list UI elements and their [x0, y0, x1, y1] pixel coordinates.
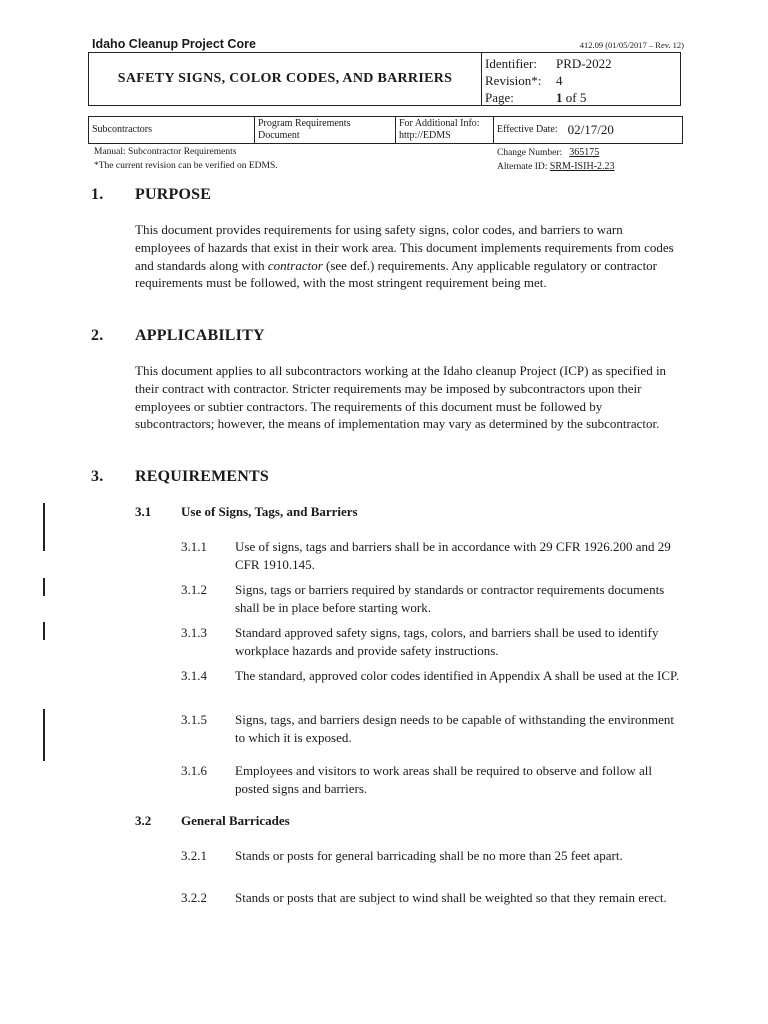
- change-bar: [43, 709, 45, 761]
- page-of: of 5: [565, 90, 587, 105]
- item-text: Stands or posts for general barricading shall be no more than 25 feet apart.: [235, 848, 623, 863]
- item-text: Use of signs, tags and barriers shall be in accordance with 29 CFR 1926.200 and 29 CFR 1910.145.: [235, 539, 671, 572]
- subsection-3-2-heading: [0, 813, 768, 831]
- item-text: Stands or posts that are subject to wind shall be weighted so that they remain erect.: [235, 890, 667, 905]
- effective-date-value: 02/17/20: [567, 122, 614, 137]
- revision-note: *The current revision can be verified on EDMS.: [94, 161, 278, 171]
- subsection-3-1-title: Use of Signs, Tags, and Barriers: [181, 504, 358, 519]
- section-2-number: 2.: [91, 327, 104, 344]
- purpose-text-end: (see def.) requirements. Any applicable regulatory or contractor requirements must be followed, with the most stringent requirement being met.: [135, 257, 658, 291]
- effective-date-label: Effective Date:: [497, 124, 558, 135]
- section-2-paragraph: This document applies to all subcontractors working at the Idaho cleanup Project (ICP) as specified in their contract with contractor. Stricter requirements may be imposed by subcontractors upon their employees or subtier contractors. The requirements of this document must be followed by subcontractors; however, the means of implementation may vary as determined by the subcontractor.: [135, 363, 667, 432]
- identifier-row: [485, 55, 680, 72]
- section-2-title: APPLICABILITY: [135, 327, 265, 344]
- revision-value: 4: [556, 73, 563, 88]
- section-1-title: PURPOSE: [135, 186, 212, 203]
- doc-type: Program Requirements Document: [258, 118, 351, 141]
- list-item: [0, 762, 768, 798]
- alternate-id-label: Alternate ID:: [497, 162, 548, 172]
- subsection-3-2-number: 3.2: [135, 813, 152, 828]
- section-2-heading: [0, 327, 768, 347]
- item-text: Signs, tags, and barriers design needs to be capable of withstanding the environment to which it is exposed.: [235, 712, 675, 745]
- list-item: [0, 581, 768, 617]
- organization-name: Idaho Cleanup Project Core: [92, 37, 256, 51]
- effective-date-cell: [494, 117, 682, 143]
- item-number: 3.2.1: [181, 848, 207, 863]
- alternate-id-line: [497, 160, 615, 174]
- more-info: For Additional Info: http://EDMS: [399, 118, 480, 141]
- change-number-label: Change Number:: [497, 148, 563, 158]
- list-item: [0, 538, 768, 574]
- item-number: 3.1.3: [181, 625, 207, 640]
- form-reference: 412.09 (01/05/2017 – Rev. 12): [579, 40, 684, 50]
- item-text: The standard, approved color codes identified in Appendix A shall be used at the ICP.: [235, 668, 680, 683]
- item-number: 3.1.4: [181, 668, 207, 683]
- info-table: [88, 116, 683, 144]
- audience: Subcontractors: [92, 124, 152, 135]
- meta-left: [94, 145, 278, 173]
- list-item: [0, 711, 768, 747]
- change-bar: [43, 503, 45, 551]
- list-item: [0, 667, 768, 703]
- list-item: [0, 624, 768, 660]
- item-text: Signs, tags or barriers required by standards or contractor requirements documents shall be in place before starting work.: [235, 582, 665, 615]
- change-number-line: [497, 146, 615, 160]
- document-title-box: [88, 52, 482, 106]
- item-number: 3.1.6: [181, 763, 207, 778]
- audience-cell: [89, 117, 255, 143]
- item-number: 3.1.5: [181, 712, 207, 727]
- identifier-value: PRD-2022: [556, 56, 612, 71]
- item-number: 3.1.1: [181, 539, 207, 554]
- section-3-title: REQUIREMENTS: [135, 468, 269, 485]
- section-3-heading: [0, 468, 768, 488]
- item-number: 3.2.2: [181, 890, 207, 905]
- identifier-label: Identifier:: [485, 56, 537, 71]
- purpose-text-emphasis: contractor: [267, 257, 323, 273]
- change-number-value: 365175: [569, 147, 600, 158]
- section-3-number: 3.: [91, 468, 104, 485]
- subsection-3-2-title: General Barricades: [181, 813, 290, 828]
- list-item: [0, 847, 768, 883]
- page-row: [485, 89, 680, 106]
- revision-label: Revision*:: [485, 73, 542, 88]
- change-bar: [43, 578, 45, 596]
- alternate-id-value: SRM-ISIH-2.23: [549, 161, 615, 172]
- revision-row: [485, 72, 680, 89]
- change-bar: [43, 622, 45, 640]
- purpose-text-start: This document provides requirements for using safety signs, color codes, and barriers to warn employees of hazards that exist in their work area. This document implements requirements from codes and standards along with: [135, 222, 674, 273]
- section-1-paragraph: [135, 221, 680, 292]
- doc-type-cell: [255, 117, 396, 143]
- item-text: Employees and visitors to work areas shall be required to observe and follow all posted signs and barriers.: [235, 763, 652, 796]
- list-item: [0, 889, 768, 925]
- page-label: Page:: [485, 90, 514, 105]
- section-1-number: 1.: [91, 186, 104, 203]
- manual-line: Manual: Subcontractor Requirements: [94, 147, 237, 157]
- more-info-cell: [396, 117, 494, 143]
- section-1-heading: [0, 186, 768, 206]
- item-text: Standard approved safety signs, tags, colors, and barriers shall be used to identify workplace hazards and provide safety instructions.: [235, 625, 659, 658]
- document-title: SAFETY SIGNS, COLOR CODES, AND BARRIERS: [117, 71, 453, 86]
- subsection-3-1-heading: [0, 504, 768, 522]
- meta-right: [497, 146, 615, 174]
- item-number: 3.1.2: [181, 582, 207, 597]
- subsection-3-1-number: 3.1: [135, 504, 152, 519]
- identifier-box: [481, 52, 681, 106]
- page-number: 1: [556, 90, 563, 105]
